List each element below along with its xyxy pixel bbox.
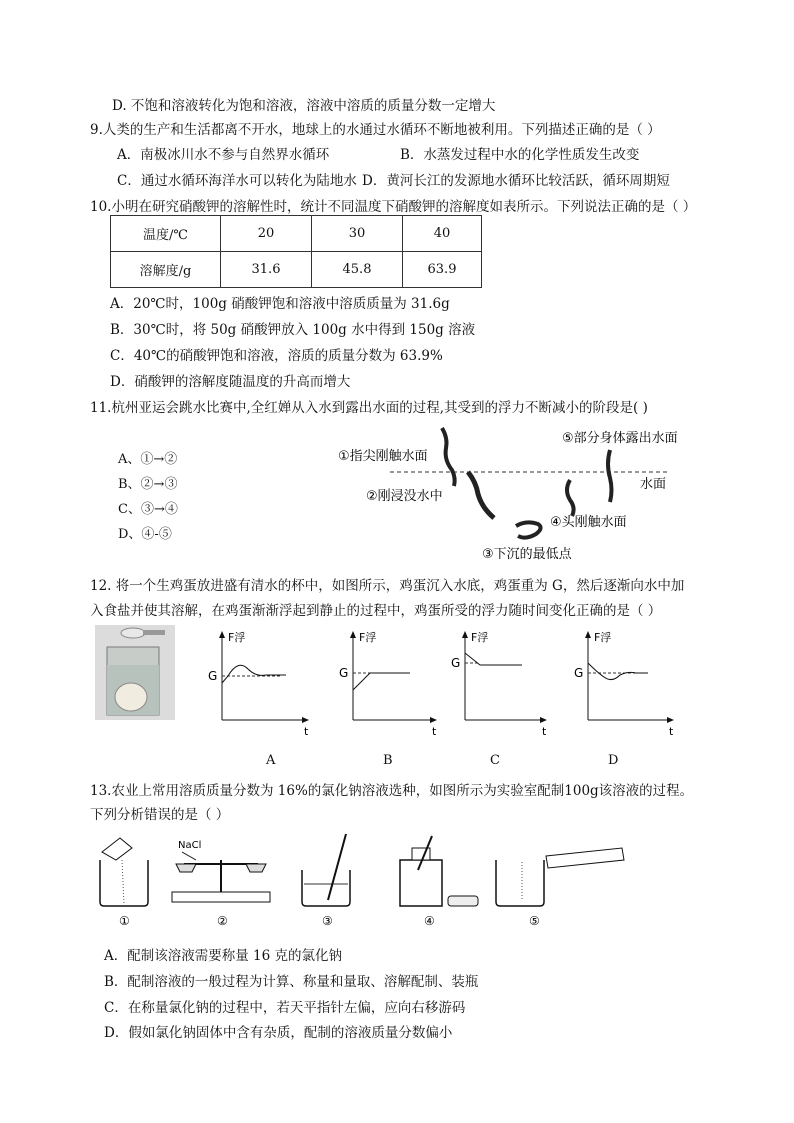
q9-option-a: A．南极冰川水不参与自然界水循环 <box>117 147 330 163</box>
label-3: ③下沉的最低点 <box>482 547 572 562</box>
solution-preparation-steps <box>92 830 632 930</box>
diver-figure-1 <box>442 428 455 486</box>
q11-option-d: D、④-⑤ <box>118 527 172 542</box>
graph-b-xlabel: t <box>432 725 437 738</box>
q9-option-c: C．通过水循环海洋水可以转化为陆地水 <box>117 173 357 189</box>
step-4-bottle <box>400 836 478 928</box>
q9-stem: 9.人类的生产和生活都离不开水，地球上的水通过水循环不断地被利用。下列描述正确的是（ ） <box>90 122 661 138</box>
q13-option-a: A．配制该溶液需要称量 16 克的氯化钠 <box>104 948 343 964</box>
table-cell: 40 <box>403 216 482 252</box>
label-water: 水面 <box>640 477 667 492</box>
graph-a-xlabel: t <box>304 725 309 738</box>
graph-d-ylabel: F浮 <box>594 631 612 644</box>
graph-c-ylabel: F浮 <box>471 631 489 644</box>
table-row <box>111 216 482 252</box>
step-1-label: ① <box>119 914 130 928</box>
step-5-label: ⑤ <box>529 914 540 928</box>
label-5: ⑤部分身体露出水面 <box>562 431 678 446</box>
table-row <box>111 252 482 288</box>
graph-c <box>451 631 547 738</box>
graph-a-g: G <box>208 669 218 683</box>
step-3-label: ③ <box>322 914 333 928</box>
graph-b-g: G <box>339 666 349 680</box>
q9-option-d: D．黄河长江的发源地水循环比较活跃，循环周期短 <box>362 173 670 189</box>
diving-diagram <box>330 420 710 568</box>
graph-d <box>574 631 674 738</box>
nacl-label: NaCl <box>178 840 202 851</box>
graph-a <box>208 631 309 738</box>
step-2-label: ② <box>217 914 228 928</box>
graph-c-xlabel: t <box>542 725 547 738</box>
q12-stem-line2: 入食盐并使其溶解，在鸡蛋渐渐浮起到静止的过程中，鸡蛋所受的浮力随时间变化正确的是（ ） <box>90 603 662 619</box>
q13-option-c: C．在称量氯化钠的过程中，若天平指针左偏，应向右移游码 <box>104 1000 466 1016</box>
graph-a-ylabel: F浮 <box>228 631 246 644</box>
q10-option-d: D．硝酸钾的溶解度随温度的升高而增大 <box>110 374 351 390</box>
graph-c-g: G <box>451 656 461 670</box>
table-cell: 45.8 <box>312 252 403 288</box>
diver-figure-5 <box>608 450 612 502</box>
graph-caption-b: B <box>383 753 393 768</box>
diver-figure-2 <box>468 472 494 518</box>
egg-beaker-image <box>95 625 175 720</box>
q10-option-c: C．40℃的硝酸钾饱和溶液，溶质的质量分数为 63.9% <box>110 348 443 364</box>
q10-stem: 10.小明在研究硝酸钾的溶解性时，统计不同温度下硝酸钾的溶解度如表所示。下列说法正确的是（ ） <box>90 199 697 215</box>
q11-option-c: C、③→④ <box>118 502 178 517</box>
q10-option-b: B．30℃时，将 50g 硝酸钾放入 100g 水中得到 150g 溶液 <box>110 322 476 338</box>
table-cell: 63.9 <box>403 252 482 288</box>
step-5-cylinder <box>496 848 624 928</box>
label-4: ④头刚触水面 <box>550 515 627 530</box>
q9-option-b: B．水蒸发过程中水的化学性质发生改变 <box>400 147 640 163</box>
table-cell: 31.6 <box>221 252 312 288</box>
q13-option-d: D．假如氯化钠固体中含有杂质，配制的溶液质量分数偏小 <box>104 1025 453 1041</box>
step-3-stir <box>302 834 350 928</box>
q13-option-b: B．配制溶液的一般过程为计算、称量和量取、溶解配制、装瓶 <box>104 974 479 990</box>
table-cell: 温度/℃ <box>111 216 221 252</box>
graph-caption-a: A <box>266 753 276 768</box>
q10-option-a: A．20℃时，100g 硝酸钾饱和溶液中溶质质量为 31.6g <box>110 296 450 312</box>
diver-figure-4 <box>567 480 574 516</box>
table-cell: 20 <box>221 216 312 252</box>
graph-caption-d: D <box>608 753 619 768</box>
label-1: ①指尖刚触水面 <box>338 449 428 464</box>
graph-d-g: G <box>574 666 584 680</box>
q11-option-b: B、②→③ <box>118 477 178 492</box>
label-2: ②刚浸没水中 <box>366 489 443 504</box>
graph-b <box>339 631 437 738</box>
q13-stem-line2: 下列分析错误的是（ ） <box>90 807 230 823</box>
q13-stem-line1: 13.农业上常用溶质质量分数为 16%的氯化钠溶液选种，如图所示为实验室配制100g该溶液的过程。 <box>90 783 694 799</box>
solubility-table <box>110 215 482 288</box>
q11-stem: 11.杭州亚运会跳水比赛中,全红婵从入水到露出水面的过程,其受到的浮力不断减小的阶段是( ) <box>90 400 648 416</box>
q8-option-d: D. 不饱和溶液转化为饱和溶液，溶液中溶质的质量分数一定增大 <box>112 98 496 114</box>
step-2-balance <box>172 840 270 928</box>
buoyancy-graphs <box>200 625 700 740</box>
step-1-pour <box>100 838 148 928</box>
q11-option-a: A、①→② <box>118 452 178 467</box>
table-cell: 30 <box>312 216 403 252</box>
step-4-label: ④ <box>424 914 435 928</box>
graph-b-ylabel: F浮 <box>359 631 377 644</box>
graph-d-xlabel: t <box>669 725 674 738</box>
diver-figure-3 <box>516 522 541 537</box>
table-cell: 溶解度/g <box>111 252 221 288</box>
graph-caption-c: C <box>490 753 500 768</box>
q12-stem-line1: 12. 将一个生鸡蛋放进盛有清水的杯中，如图所示，鸡蛋沉入水底，鸡蛋重为 G，然后逐渐向水中加 <box>90 578 685 594</box>
